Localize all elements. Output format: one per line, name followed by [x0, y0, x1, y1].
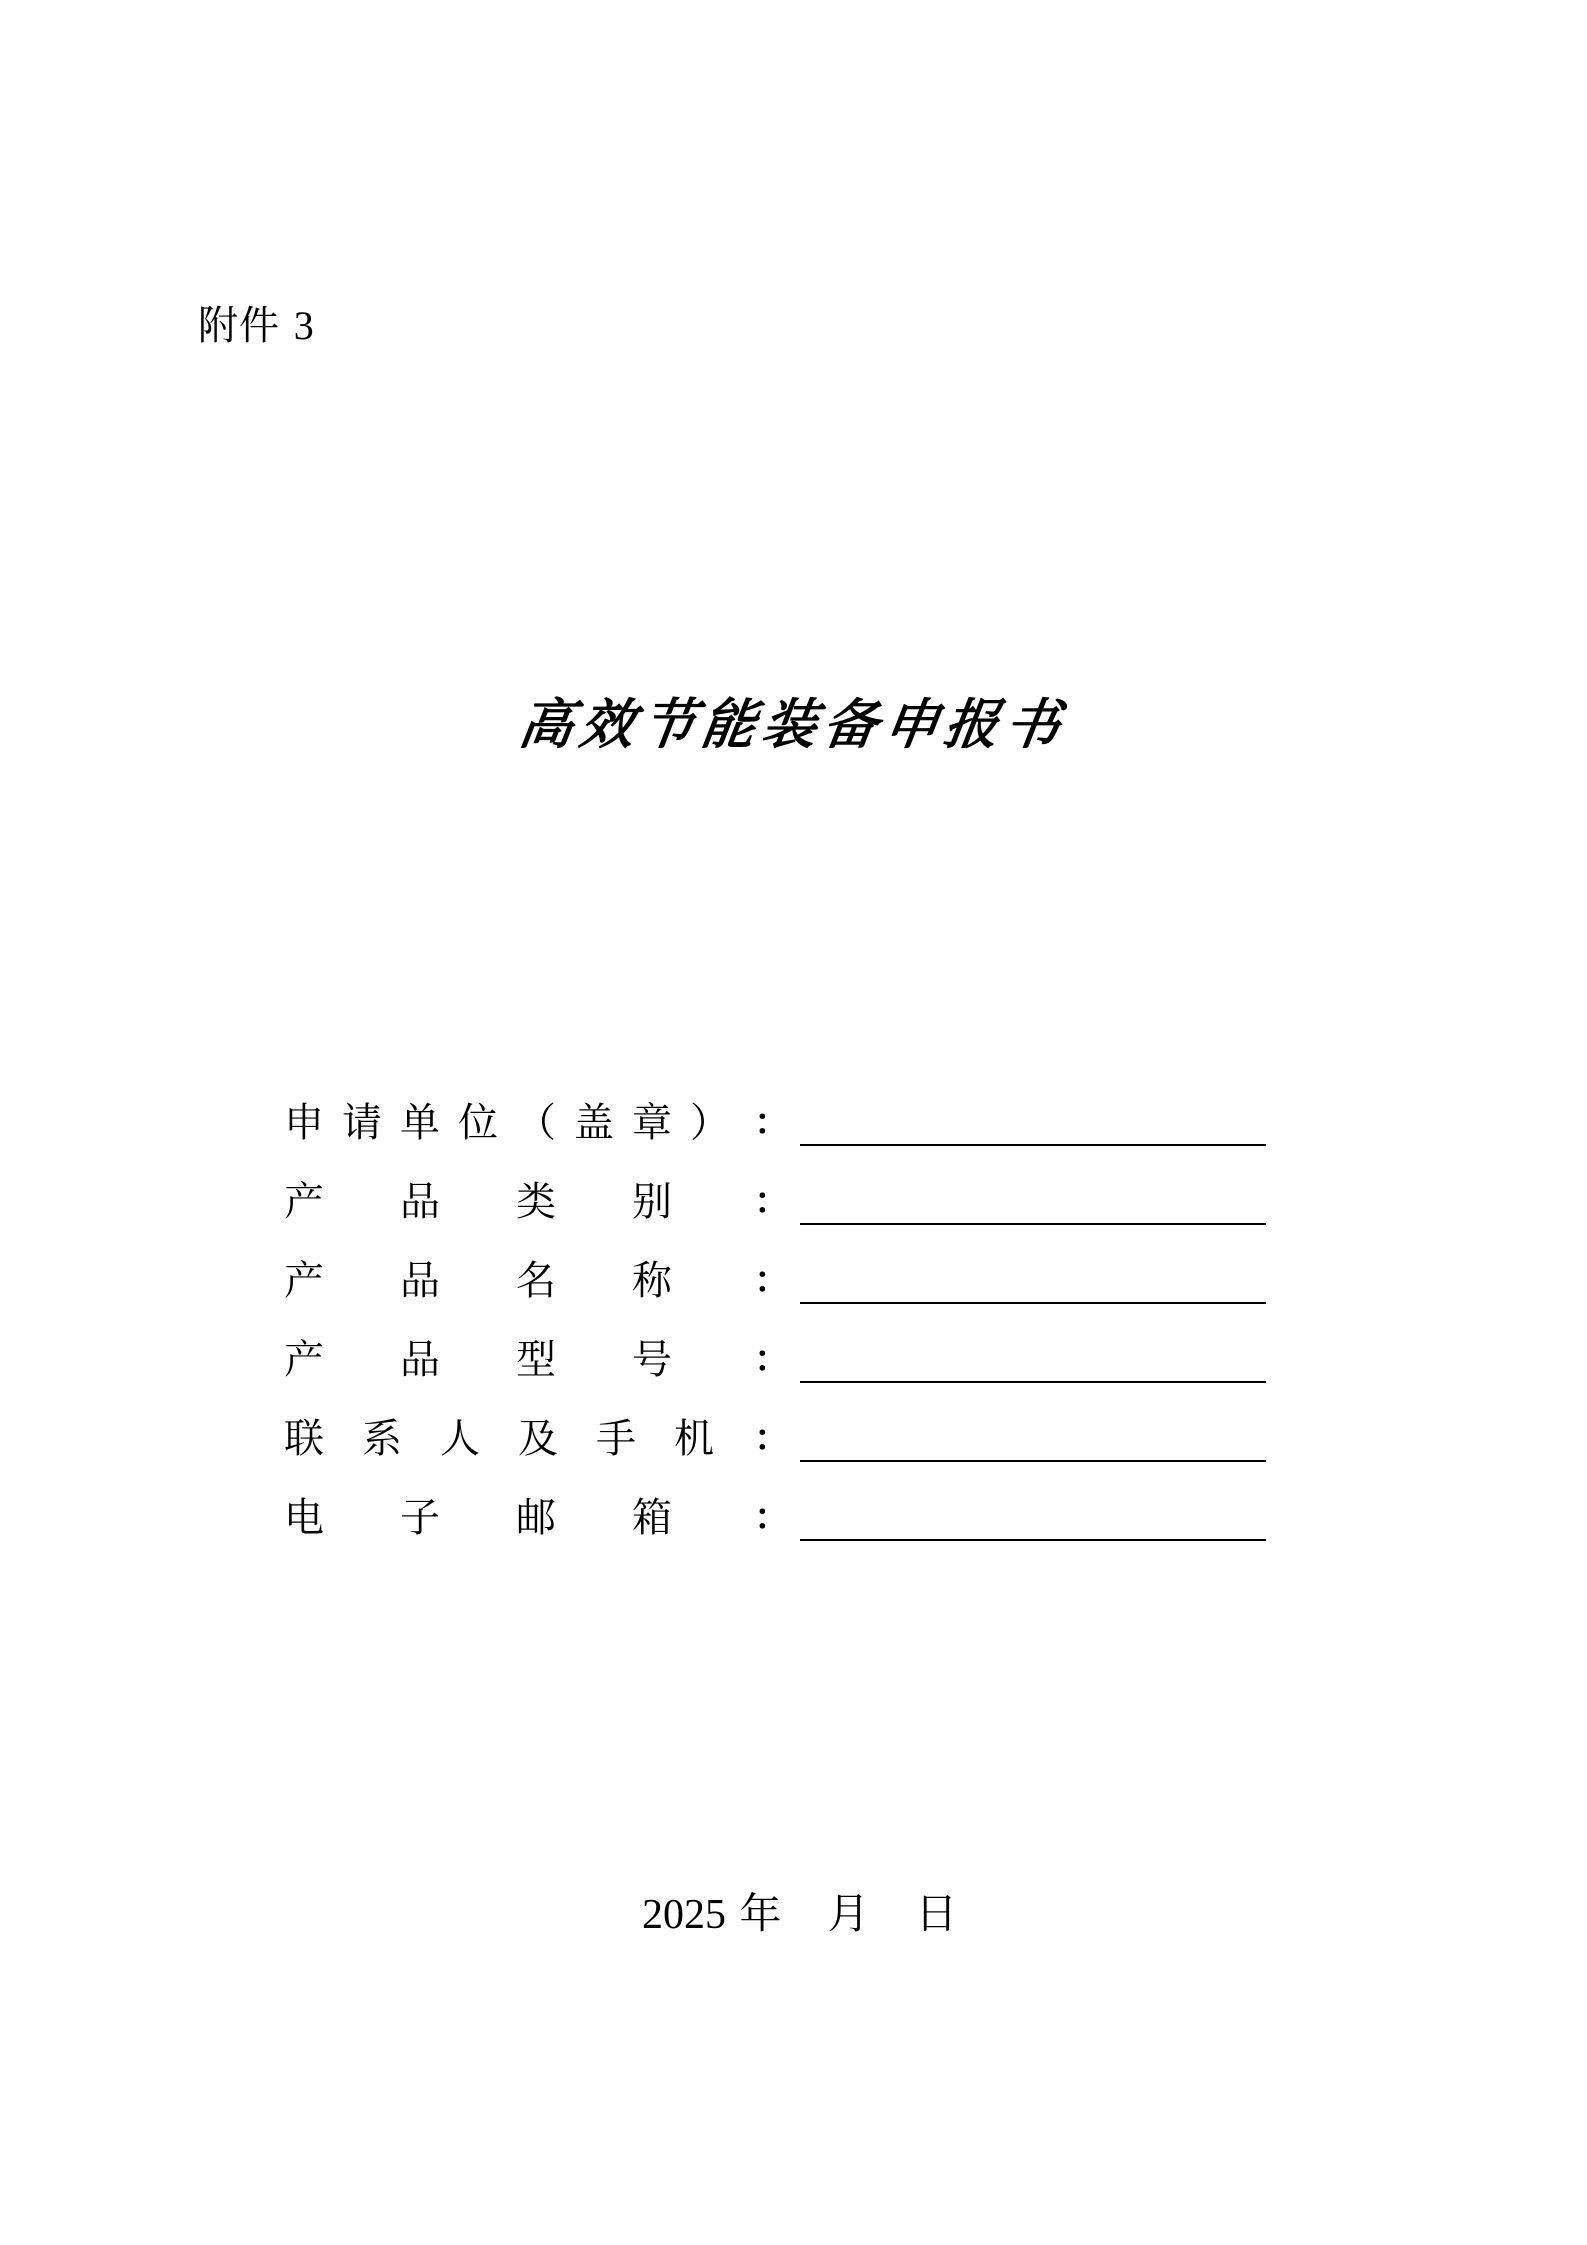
label-char: 品	[400, 1258, 440, 1304]
label-char: 箱	[632, 1495, 672, 1541]
title-char: 报	[940, 691, 1004, 756]
product-model-blank[interactable]	[800, 1381, 1266, 1383]
form-row-product-model	[284, 1322, 1284, 1401]
title-char: 节	[636, 691, 700, 756]
label-char: ）	[690, 1100, 730, 1146]
label-char: 产	[284, 1258, 324, 1304]
label-char: 名	[516, 1258, 556, 1304]
label-colon: ：	[754, 1497, 791, 1538]
label-char: 邮	[516, 1495, 556, 1541]
applicant-blank[interactable]	[800, 1144, 1266, 1146]
label-char: 单	[400, 1100, 440, 1146]
label-char: 请	[342, 1100, 382, 1146]
attachment-text: 附件	[198, 303, 280, 349]
product-name-blank[interactable]	[800, 1302, 1266, 1304]
label-colon: ：	[754, 1102, 791, 1143]
form-row-product-name	[284, 1243, 1284, 1322]
label-char: 型	[516, 1337, 556, 1383]
attachment-label	[198, 298, 315, 354]
label-char: 子	[400, 1495, 440, 1541]
document-title	[515, 680, 1065, 760]
form-row-product-category	[284, 1164, 1284, 1243]
label-char: 手	[596, 1416, 636, 1462]
label-char: 机	[674, 1416, 714, 1462]
label-char: 别	[632, 1179, 672, 1225]
label-char: 人	[440, 1416, 480, 1462]
application-form	[284, 1085, 1284, 1559]
label-char: （	[516, 1100, 556, 1146]
label-char: 章	[632, 1100, 672, 1146]
label-char: 联	[284, 1416, 324, 1462]
label-colon: ：	[754, 1181, 791, 1222]
product-name-label	[284, 1253, 724, 1309]
attachment-number: 3	[293, 303, 315, 348]
label-colon: ：	[754, 1260, 791, 1301]
date-line	[642, 1886, 957, 1943]
title-char: 申	[879, 691, 943, 756]
product-category-blank[interactable]	[800, 1223, 1266, 1225]
contact-label	[284, 1411, 724, 1467]
label-char: 产	[284, 1337, 324, 1383]
title-char: 备	[818, 691, 882, 756]
label-char: 电	[284, 1495, 324, 1541]
label-char: 号	[632, 1337, 672, 1383]
label-char: 品	[400, 1337, 440, 1383]
label-char: 系	[362, 1416, 402, 1462]
contact-blank[interactable]	[800, 1460, 1266, 1462]
email-blank[interactable]	[800, 1539, 1266, 1541]
title-char: 能	[697, 691, 761, 756]
label-char: 及	[518, 1416, 558, 1462]
label-char: 位	[458, 1100, 498, 1146]
form-row-applicant	[284, 1085, 1284, 1164]
label-char: 称	[632, 1258, 672, 1304]
email-label	[284, 1490, 724, 1546]
label-char: 类	[516, 1179, 556, 1225]
date-year: 2025	[642, 1892, 726, 1938]
date-day-unit: 日	[915, 1889, 958, 1938]
label-colon: ：	[754, 1339, 791, 1380]
form-row-contact	[284, 1401, 1284, 1480]
label-char: 申	[284, 1100, 324, 1146]
applicant-label	[284, 1095, 730, 1151]
title-char: 书	[1001, 691, 1065, 756]
product-category-label	[284, 1174, 724, 1230]
label-colon: ：	[754, 1418, 791, 1459]
form-row-email	[284, 1480, 1284, 1559]
title-char: 效	[575, 691, 639, 756]
label-char: 产	[284, 1179, 324, 1225]
date-month-unit: 月	[827, 1889, 870, 1938]
date-year-unit: 年	[739, 1889, 782, 1938]
title-char: 高	[515, 691, 579, 756]
label-char: 盖	[574, 1100, 614, 1146]
product-model-label	[284, 1332, 724, 1388]
title-char: 装	[758, 691, 822, 756]
label-char: 品	[400, 1179, 440, 1225]
